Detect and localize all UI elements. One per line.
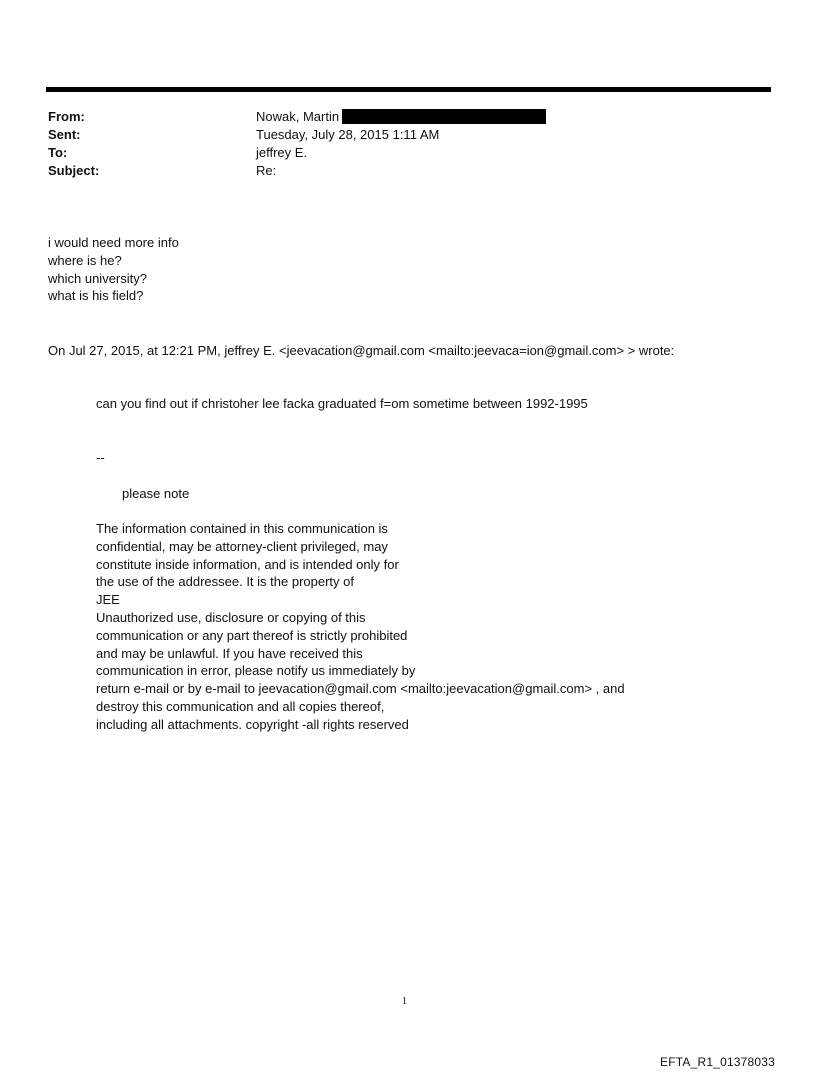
disclaimer-line: destroy this communication and all copies thereof, (96, 698, 385, 714)
disclaimer-line: constitute inside information, and is intended only for (96, 556, 399, 572)
please-note: please note (122, 486, 190, 501)
disclaimer-line: the use of the addressee. It is the property of (96, 574, 354, 590)
quote-intro: On Jul 27, 2015, at 12:21 PM, jeffrey E. <jeevacation@gmail.com <mailto:jeevaca=ion@gmail.com> > wrote: (48, 343, 675, 358)
disclaimer-line: including all attachments. copyright -all rights reserved (96, 716, 409, 732)
quoted-question: can you find out if christoher lee facka graduated f=om sometime between 1992-1995 (96, 396, 588, 411)
reply-line: which university? (48, 270, 147, 286)
disclaimer-line: JEE (96, 592, 120, 608)
disclaimer-line: Unauthorized use, disclosure or copying of this (96, 609, 366, 625)
disclaimer-line: communication in error, please notify us immediately by (96, 663, 416, 679)
disclaimer-line: and may be unlawful. If you have received this (96, 645, 363, 661)
subject-label: Subject: (48, 163, 100, 178)
to-label: To: (48, 145, 68, 160)
document-id: EFTA_R1_01378033 (660, 1055, 776, 1069)
sent-value: Tuesday, July 28, 2015 1:11 AM (256, 127, 440, 142)
reply-line: where is he? (48, 252, 122, 268)
header-divider (46, 87, 771, 92)
disclaimer-line: return e-mail or by e-mail to jeevacation@gmail.com <mailto:jeevacation@gmail.com> , and (96, 681, 625, 697)
disclaimer-line: The information contained in this communication is (96, 521, 388, 536)
reply-line: i would need more info (48, 235, 179, 250)
disclaimer-block (96, 520, 625, 734)
signature-separator: -- (96, 450, 105, 465)
disclaimer-line: confidential, may be attorney-client privileged, may (96, 538, 388, 554)
from-value-row (256, 108, 546, 126)
to-value: jeffrey E. (256, 145, 308, 160)
reply-line: what is his field? (48, 288, 144, 304)
disclaimer-line: communication or any part thereof is strictly prohibited (96, 627, 408, 643)
from-value: Nowak, Martin (256, 109, 340, 124)
sent-label: Sent: (48, 127, 81, 142)
page-number: 1 (402, 996, 407, 1007)
from-label: From: (48, 109, 85, 124)
reply-body (48, 234, 179, 305)
subject-value: Re: (256, 163, 277, 178)
redaction-block (342, 109, 546, 124)
